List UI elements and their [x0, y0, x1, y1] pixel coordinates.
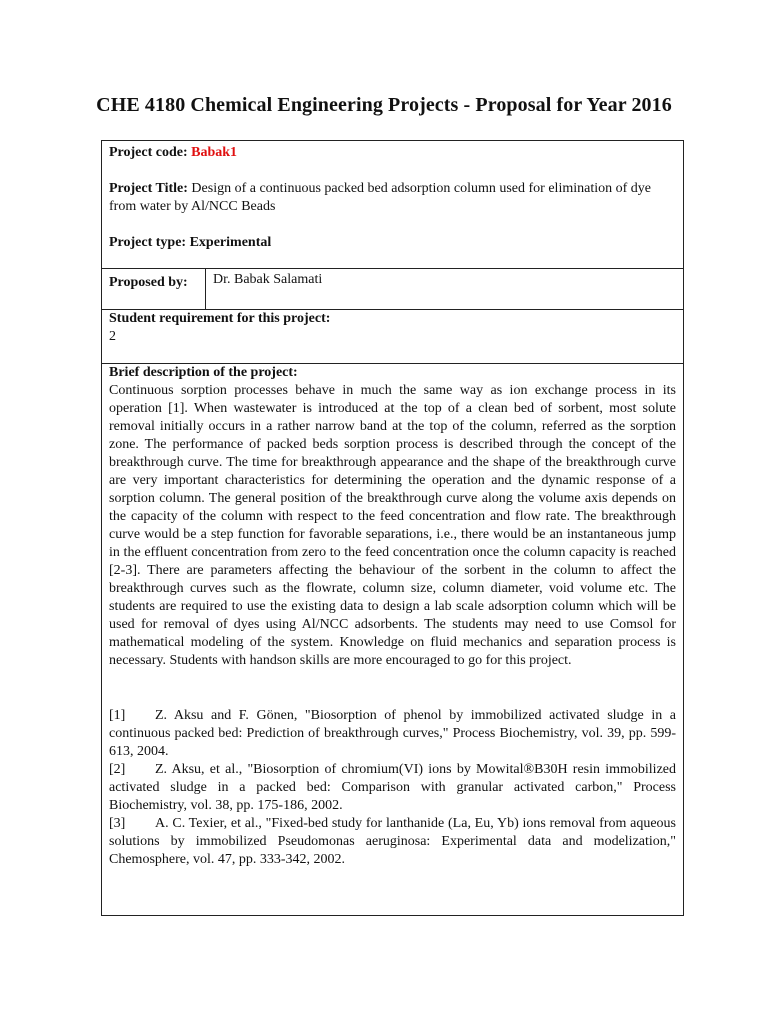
project-code-value: Babak1 — [191, 145, 238, 160]
proposed-by-value: Dr. Babak Salamati — [213, 272, 323, 287]
description-text: Continuous sorption processes behave in much the same way as ion exchange process in its operation [1]. When wastewater is introduced at the top of a clean bed of sorbent, most solute removal initially occurs in a rather narrow band at the top of the column, referred as the sorption zone. The performance of packed beds sorption process is described through the concept of the breakthrough curve. The time for breakthrough appearance and the shape of the breakthrough curve are very important characteristics for determining the operation and the dynamic response of a sorption column. The general position of the breakthrough curve along the volume axis depends on the capacity of the column with respect to the feed concentration and flow rate. The breakthrough curve would be a step function for favorable separations, i.e., there would be an instantaneous jump in the effluent concentration from zero to the feed concentration once the column capacity is reached [2-3]. There are parameters affecting the behaviour of the sorbent in the column to affect the breakthrough curves such as the flowrate, column size, column diameter, void volume etc. The students are required to use the existing data to design a lab scale adsorption column which will be used for removal of dyes using Al/NCC adsorbents. The students may need to use Comsol for mathematical modeling of the system. Knowledge on fluid mechanics and separation process is necessary. Students with handson skills are more encouraged to go for this project. — [109, 383, 676, 668]
proposed-by-row — [102, 269, 683, 310]
project-code-label: Project code: — [109, 145, 188, 160]
proposal-form-table — [101, 140, 684, 916]
reference-number: [2] — [109, 762, 126, 777]
project-info-row — [102, 141, 683, 269]
project-type-value: Experimental — [189, 235, 272, 250]
reference-text: A. C. Texier, et al., "Fixed-bed study for lanthanide (La, Eu, Yb) ions removal from aqueous solutions by immobilized Pseudomonas aeruginosa: Experimental data and modelization," Chemosphere, vol. 47, pp. 333-342, 2002. — [109, 816, 676, 867]
description-label: Brief description of the project: — [109, 365, 298, 380]
reference-text: Z. Aksu and F. Gönen, "Biosorption of phenol by immobilized activated sludge in a continuous packed bed: Prediction of breakthrough curves," Process Biochemistry, vol. 39, pp. 599-613, 2004. — [109, 708, 676, 759]
reference-item — [109, 761, 676, 815]
page-title: CHE 4180 Chemical Engineering Projects - Proposal for Year 2016 — [96, 94, 672, 116]
project-type — [109, 234, 676, 252]
project-type-label: Project type: — [109, 235, 187, 250]
proposed-by-label: Proposed by: — [102, 269, 206, 309]
reference-number: [1] — [109, 708, 126, 723]
project-title-value: Design of a continuous packed bed adsorption column used for elimination of dye from water by Al/NCC Beads — [109, 181, 651, 214]
project-code — [109, 144, 676, 162]
reference-item — [109, 707, 676, 761]
student-requirement-row — [102, 310, 683, 364]
description-row — [102, 364, 683, 915]
reference-number: [3] — [109, 816, 126, 831]
project-title-label: Project Title: — [109, 181, 188, 196]
student-requirement-value: 2 — [109, 329, 116, 344]
reference-text: Z. Aksu, et al., "Biosorption of chromium(VI) ions by Mowital®B30H resin immobilized activated sludge in a packed bed: Comparison with granular activated carbon," Process Biochemistry, vol. 38, pp. 175-186, 2002. — [109, 762, 676, 813]
references-list — [109, 707, 676, 869]
project-title — [109, 180, 676, 216]
student-requirement-label: Student requirement for this project: — [109, 311, 331, 326]
reference-item — [109, 815, 676, 869]
